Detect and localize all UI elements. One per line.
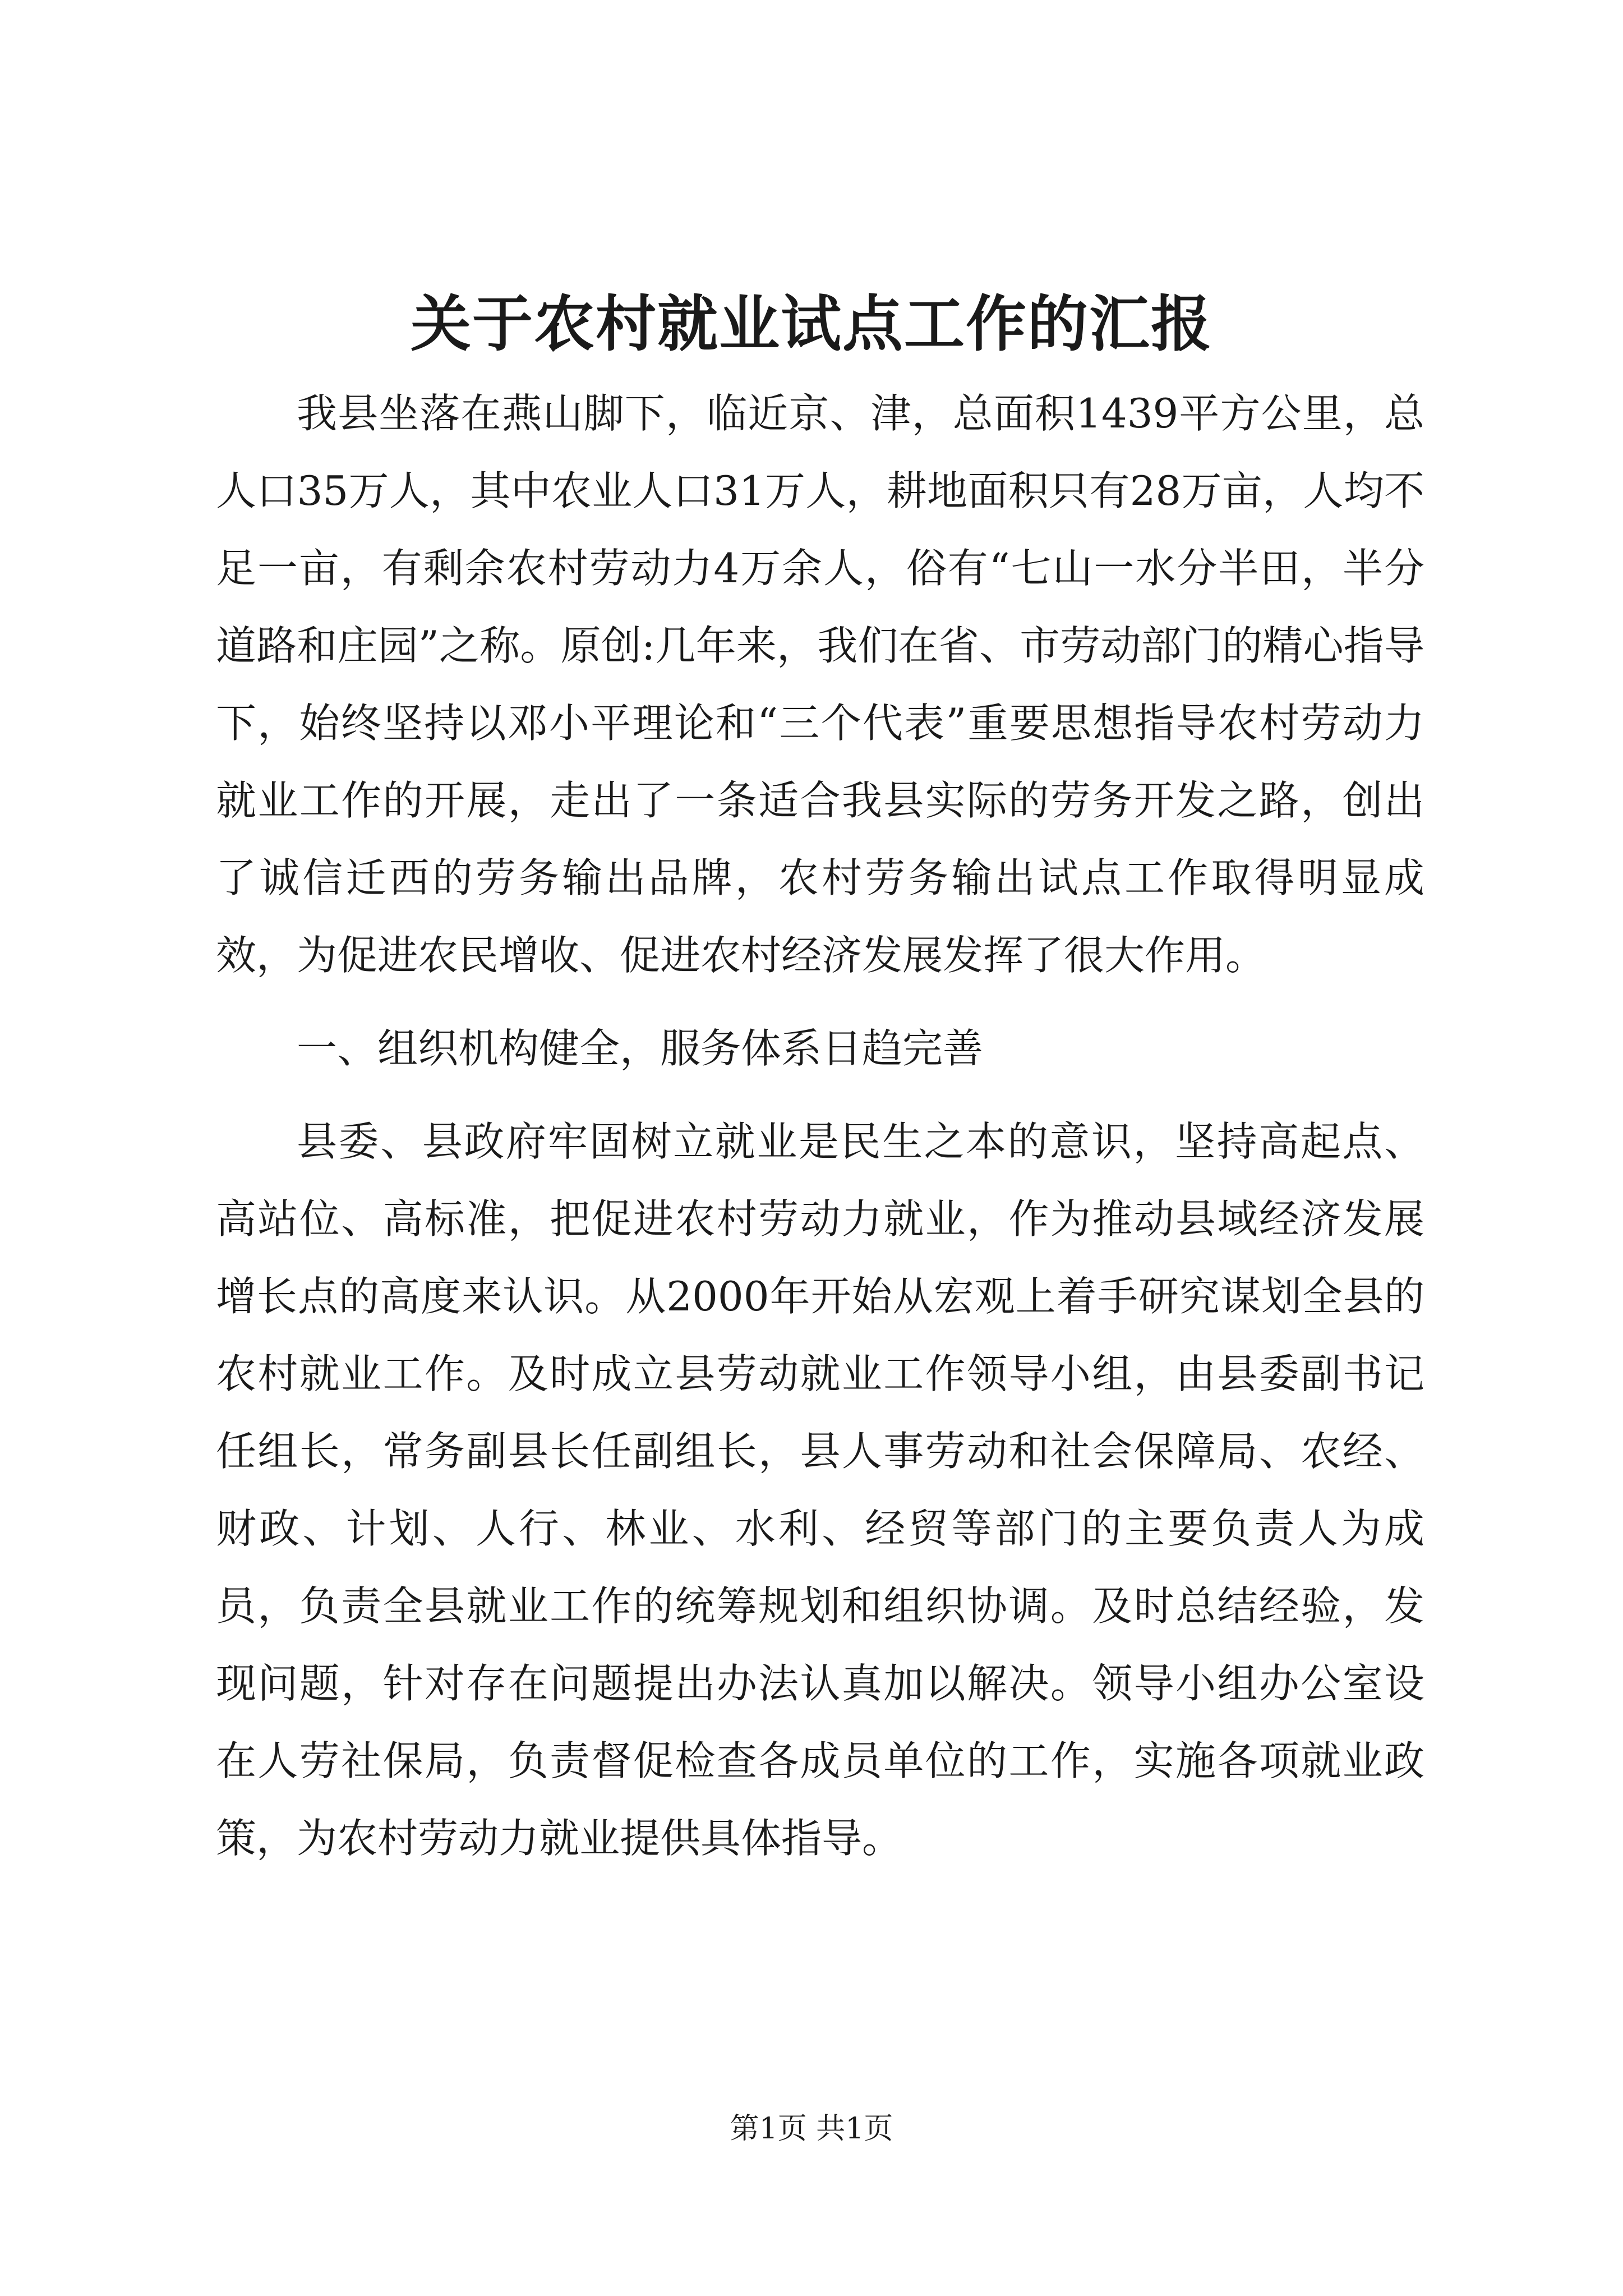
page-footer: 第1页 共1页 xyxy=(730,2112,893,2146)
paragraph-intro: 我县坐落在燕山脚下，临近京、津，总面积1439平方公里，总人口35万人，其中农业人口31万人，耕地面积只有28万亩，人均不足一亩，有剩余农村劳动力4万余人，俗有“七山一水分半田，半分道路和庄园”之称。原创:几年来，我们在省、市劳动部门的精心指导下，始终坚持以邓小平理论和“三个代表”重要思想指导农村劳动力就业工作的开展，走出了一条适合我县实际的劳务开发之路，创出了诚信迁西的劳务输出品牌，农村劳务输出试点工作取得明显成效，为促进农民增收、促进农村经济发展发挥了很大作用。 xyxy=(216,390,1424,979)
document-body xyxy=(216,375,1424,1877)
paragraph-section-1: 县委、县政府牢固树立就业是民生之本的意识，坚持高起点、高站位、高标准，把促进农村劳动力就业，作为推动县域经济发展增长点的高度来认识。从2000年开始从宏观上着手研究谋划全县的农村就业工作。及时成立县劳动就业工作领导小组，由县委副书记任组长，常务副县长任副组长，县人事劳动和社会保障局、农经、财政、计划、人行、林业、水利、经贸等部门的主要负责人为成员，负责全县就业工作的统筹规划和组织协调。及时总结经验，发现问题，针对存在问题提出办法认真加以解决。领导小组办公室设在人劳社保局，负责督促检查各成员单位的工作，实施各项就业政策，为农村劳动力就业提供具体指导。 xyxy=(216,1118,1424,1862)
section-heading: 一、组织机构健全，服务体系日趋完善 xyxy=(297,1025,984,1072)
document-title: 关于农村就业试点工作的汇报 xyxy=(410,289,1212,360)
